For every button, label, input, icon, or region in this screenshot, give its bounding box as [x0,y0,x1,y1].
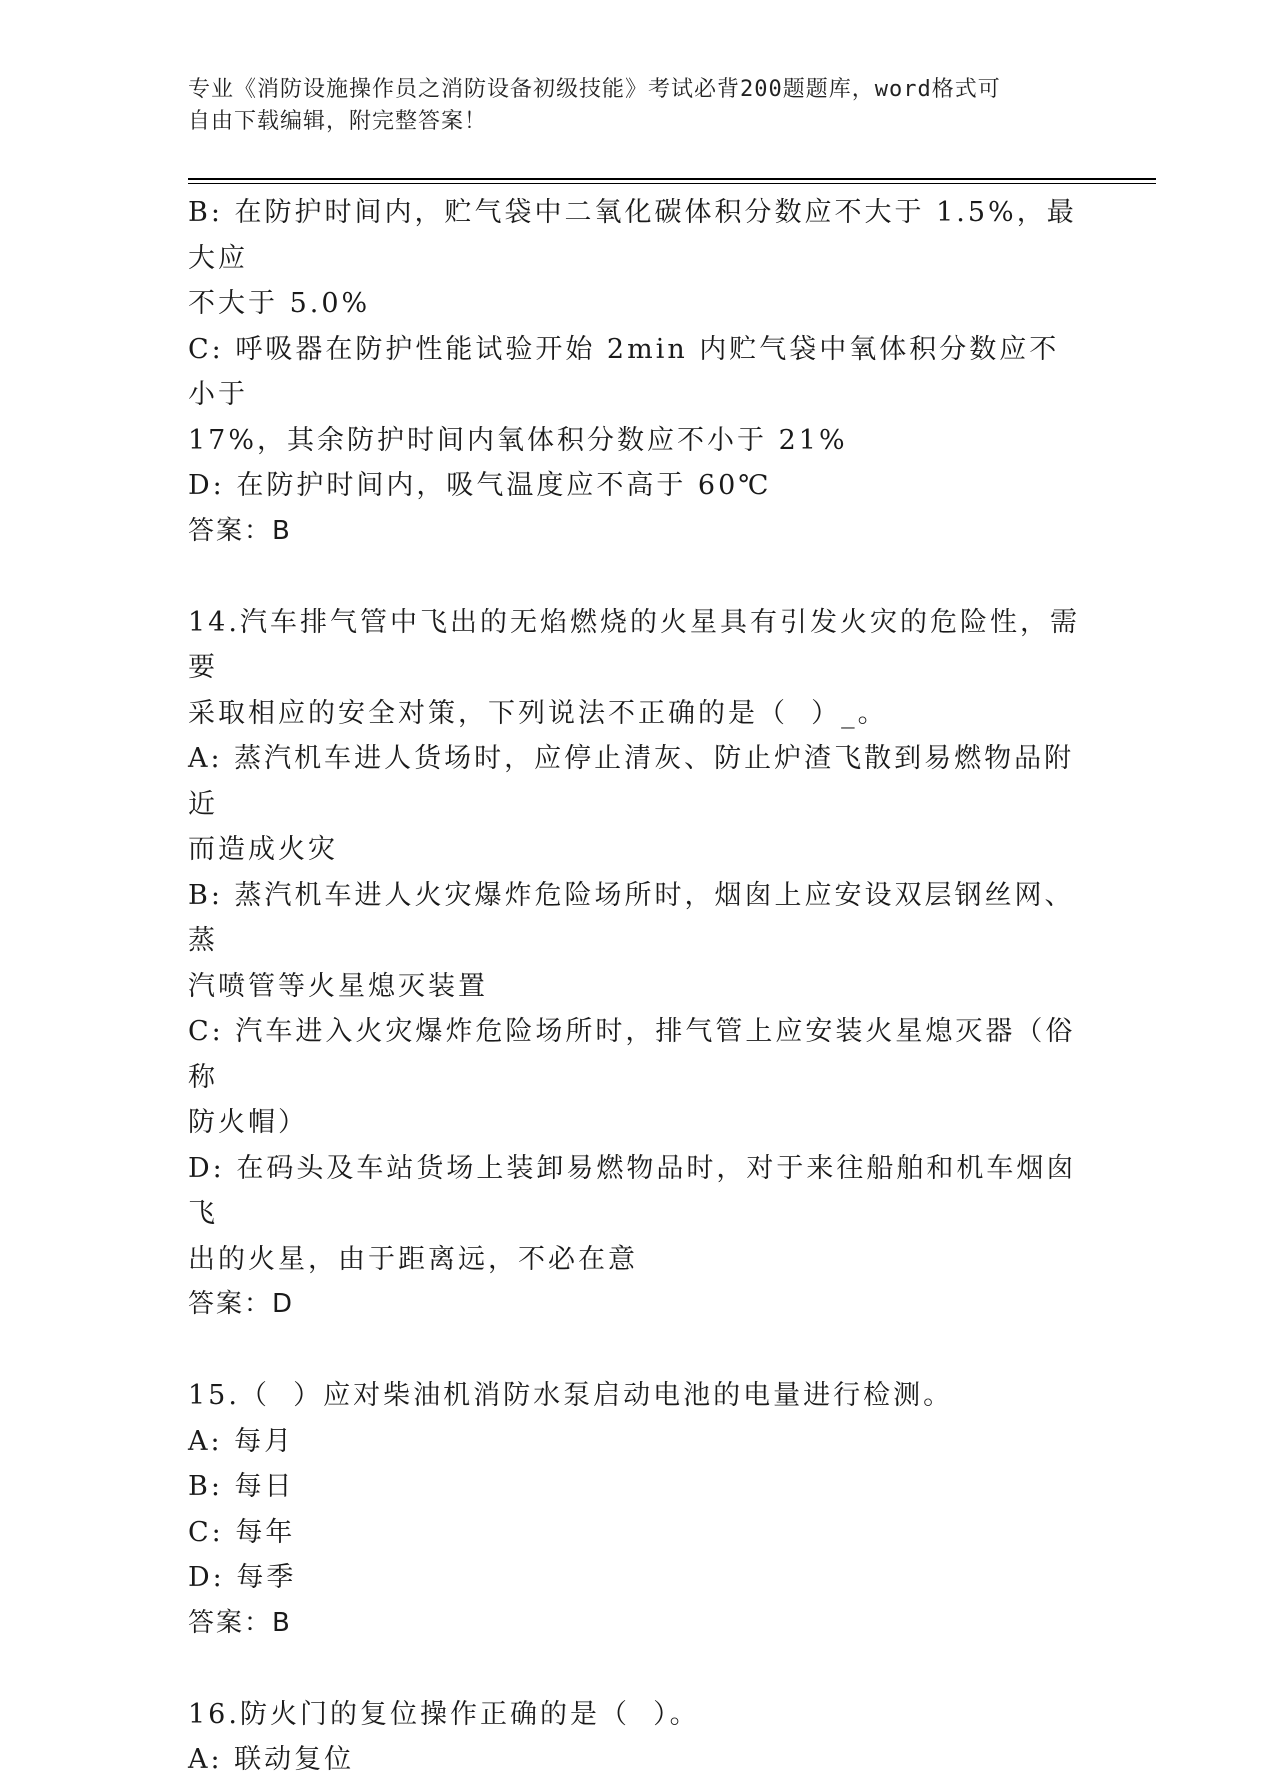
q15-option-b: B: 每日 [188,1471,295,1502]
q14-option-b-line-1: B: 蒸汽机车进人火灾爆炸危险场所时，烟囱上应安设双层钢丝网、蒸 [188,879,1075,956]
header-rule-thin [188,183,1156,184]
spacer [188,1646,1088,1692]
q13-option-c-line-1: C: 呼吸器在防护性能试验开始 2min 内贮气袋中氧体积分数应不小于 [188,333,1060,410]
q14-option-d-line-1: D: 在码头及车站货场上装卸易燃物品时，对于来往船舶和机车烟囱飞 [188,1152,1077,1229]
q13-option-c-line-2: 17%，其余防护时间内氧体积分数应不小于 21% [188,424,848,456]
q14-stem-line-2: 采取相应的安全对策，下列说法不正确的是（ ）_。 [188,697,888,729]
header-line-1: 专业《消防设施操作员之消防设备初级技能》考试必背200题题库，word格式可 [188,77,1001,102]
question-15 [188,1373,1088,1646]
q14-option-b-line-2: 汽喷管等火星熄灭装置 [188,970,488,1002]
question-13 [188,190,1088,554]
q15-stem: 15.（ ）应对柴油机消防水泵启动电池的电量进行检测。 [188,1380,954,1411]
q13-option-b-line-1: B: 在防护时间内，贮气袋中二氧化碳体积分数应不大于 1.5%，最大应 [188,197,1077,274]
q14-option-c-line-1: C: 汽车进入火灾爆炸危险场所时，排气管上应安装火星熄灭器（俗称 [188,1016,1076,1093]
q13-option-d: D: 在防护时间内，吸气温度应不高于 60℃ [188,470,772,501]
header-line-2: 自由下载编辑，附完整答案！ [188,109,488,134]
spacer [188,1328,1088,1374]
q15-option-c: C: 每年 [188,1516,296,1548]
spacer [188,554,1088,600]
q13-option-b-line-2: 不大于 5.0% [188,288,371,319]
q14-option-a-line-1: A: 蒸汽机车进人货场时，应停止清灰、防止炉渣飞散到易燃物品附近 [188,743,1075,820]
q16-stem: 16.防火门的复位操作正确的是（ ）。 [188,1698,700,1730]
header-rule-thick [188,178,1156,180]
q15-option-d: D: 每季 [188,1562,297,1593]
question-14 [188,600,1088,1328]
q14-option-a-line-2: 而造成火灾 [188,834,338,865]
q14-answer: 答案：D [188,1289,295,1319]
document-header [188,74,1088,138]
q14-stem-line-1: 14.汽车排气管中飞出的无焰燃烧的火星具有引发火灾的危险性，需要 [188,606,1080,683]
q15-option-a: A: 每月 [188,1425,295,1457]
question-16 [188,1692,1088,1783]
document-body [188,190,1088,1783]
q14-option-c-line-2: 防火帽） [188,1107,308,1138]
q15-answer: 答案：B [188,1607,292,1638]
q16-option-a: A: 联动复位 [188,1744,355,1775]
q14-option-d-line-2: 出的火星，由于距离远，不必在意 [188,1243,638,1275]
q13-answer: 答案：B [188,515,292,546]
